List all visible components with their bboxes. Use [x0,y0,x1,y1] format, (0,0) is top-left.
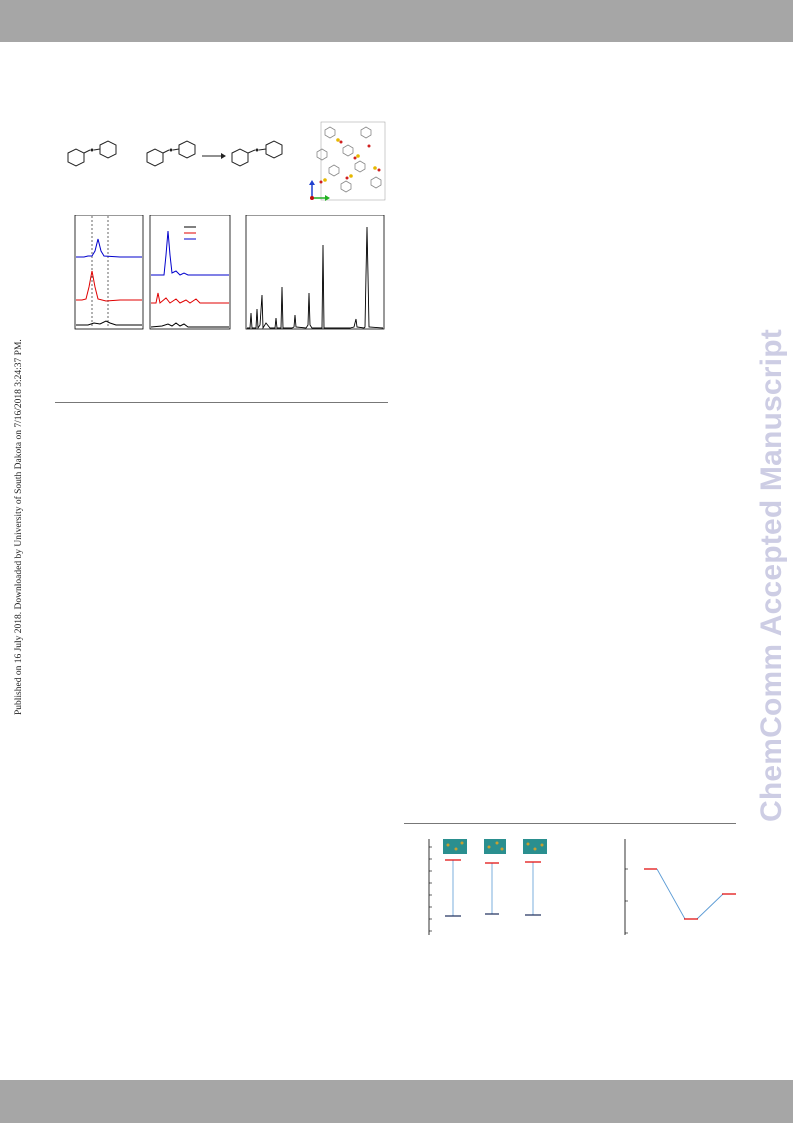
crystal-packing-icon [309,122,385,201]
energy-panel-a [429,839,547,935]
panel-c-trace [247,227,383,328]
energy-level-figure [425,835,741,939]
cluster-2-structure-icon [484,839,506,854]
spectra-panel-b [150,215,230,329]
panel-a-red-trace [76,271,142,301]
molecule-1 [68,141,116,166]
cluster-3-structure-icon [523,839,547,854]
panel-b-black-trace [151,323,229,327]
panel-b-red-trace [151,293,229,303]
accepted-manuscript-watermark: ChemComm Accepted Manuscript [755,329,788,822]
energy-panel-b [625,839,736,935]
molecule-3 [232,141,282,166]
cluster-1-structure-icon [443,839,467,854]
header-bar [0,0,793,42]
spectra-figure [70,215,388,335]
spectra-panel-a [75,215,143,329]
reaction-scheme [55,118,390,208]
footer-bar [0,1080,793,1123]
panel-a-black-trace [76,321,142,325]
cluster-1 [443,839,467,916]
figure-divider-bottom [404,823,736,824]
publication-note: Published on 16 July 2018. Downloaded by University of South Dakota on 7/16/2018 3:24:37 PM. [14,339,24,715]
molecule-2 [147,141,195,166]
panel-a-blue-trace [76,239,142,257]
energy-pathway-line [657,869,723,919]
spectra-panel-c [246,215,384,329]
cluster-2 [484,839,506,914]
figure-divider-top [55,402,388,403]
cluster-3 [523,839,547,915]
reaction-arrow [202,153,226,159]
panel-b-blue-trace [151,231,229,275]
